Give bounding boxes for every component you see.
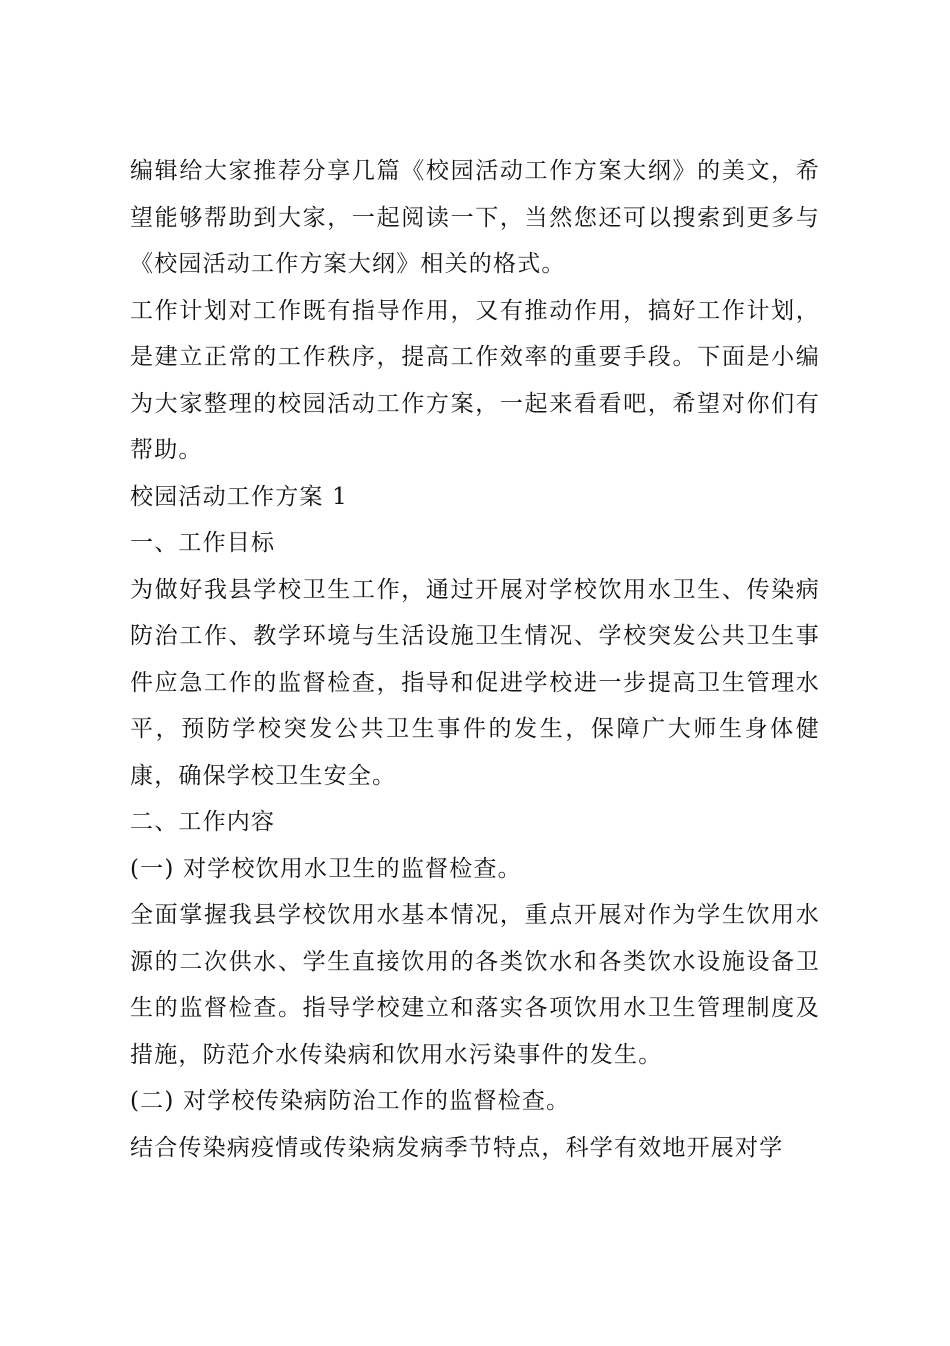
water-paragraph: 全面掌握我县学校饮用水基本情况，重点开展对作为学生饮用水源的二次供水、学生直接饮用的各类饮水和各类饮水设施设备卫生的监督检查。指导学校建立和落实各项饮用水卫生管理制度及措施，防范介水传染病和饮用水污染事件的发生。 xyxy=(130,902,820,1068)
preface-paragraph: 工作计划对工作既有指导作用，又有推动作用，搞好工作计划，是建立正常的工作秩序，提高工作效率的重要手段。下面是小编为大家整理的校园活动工作方案，一起来看看吧，希望对你们有帮助。 xyxy=(130,297,820,463)
goals-paragraph: 为做好我县学校卫生工作，通过开展对学校饮用水卫生、传染病防治工作、教学环境与生活设施卫生情况、学校突发公共卫生事件应急工作的监督检查，指导和促进学校进一步提高卫生管理水平，预防学校突发公共卫生事件的发生，保障广大师生身体健康，确保学校卫生安全。 xyxy=(130,576,820,789)
document-title: 校园活动工作方案 1 xyxy=(130,483,348,510)
section-heading-content: 二、工作内容 xyxy=(130,809,276,835)
intro-paragraph: 编辑给大家推荐分享几篇《校园活动工作方案大纲》的美文，希望能够帮助到大家，一起阅读一下，当然您还可以搜索到更多与《校园活动工作方案大纲》相关的格式。 xyxy=(130,158,820,277)
subsection-heading-water: (一) 对学校饮用水卫生的监督检查。 xyxy=(130,855,522,882)
section-heading-goals: 一、工作目标 xyxy=(130,530,276,556)
subsection-heading-disease: (二) 对学校传染病防治工作的监督检查。 xyxy=(130,1088,571,1114)
document-body xyxy=(130,148,820,1171)
disease-paragraph: 结合传染病疫情或传染病发病季节特点，科学有效地开展对学 xyxy=(130,1134,784,1161)
